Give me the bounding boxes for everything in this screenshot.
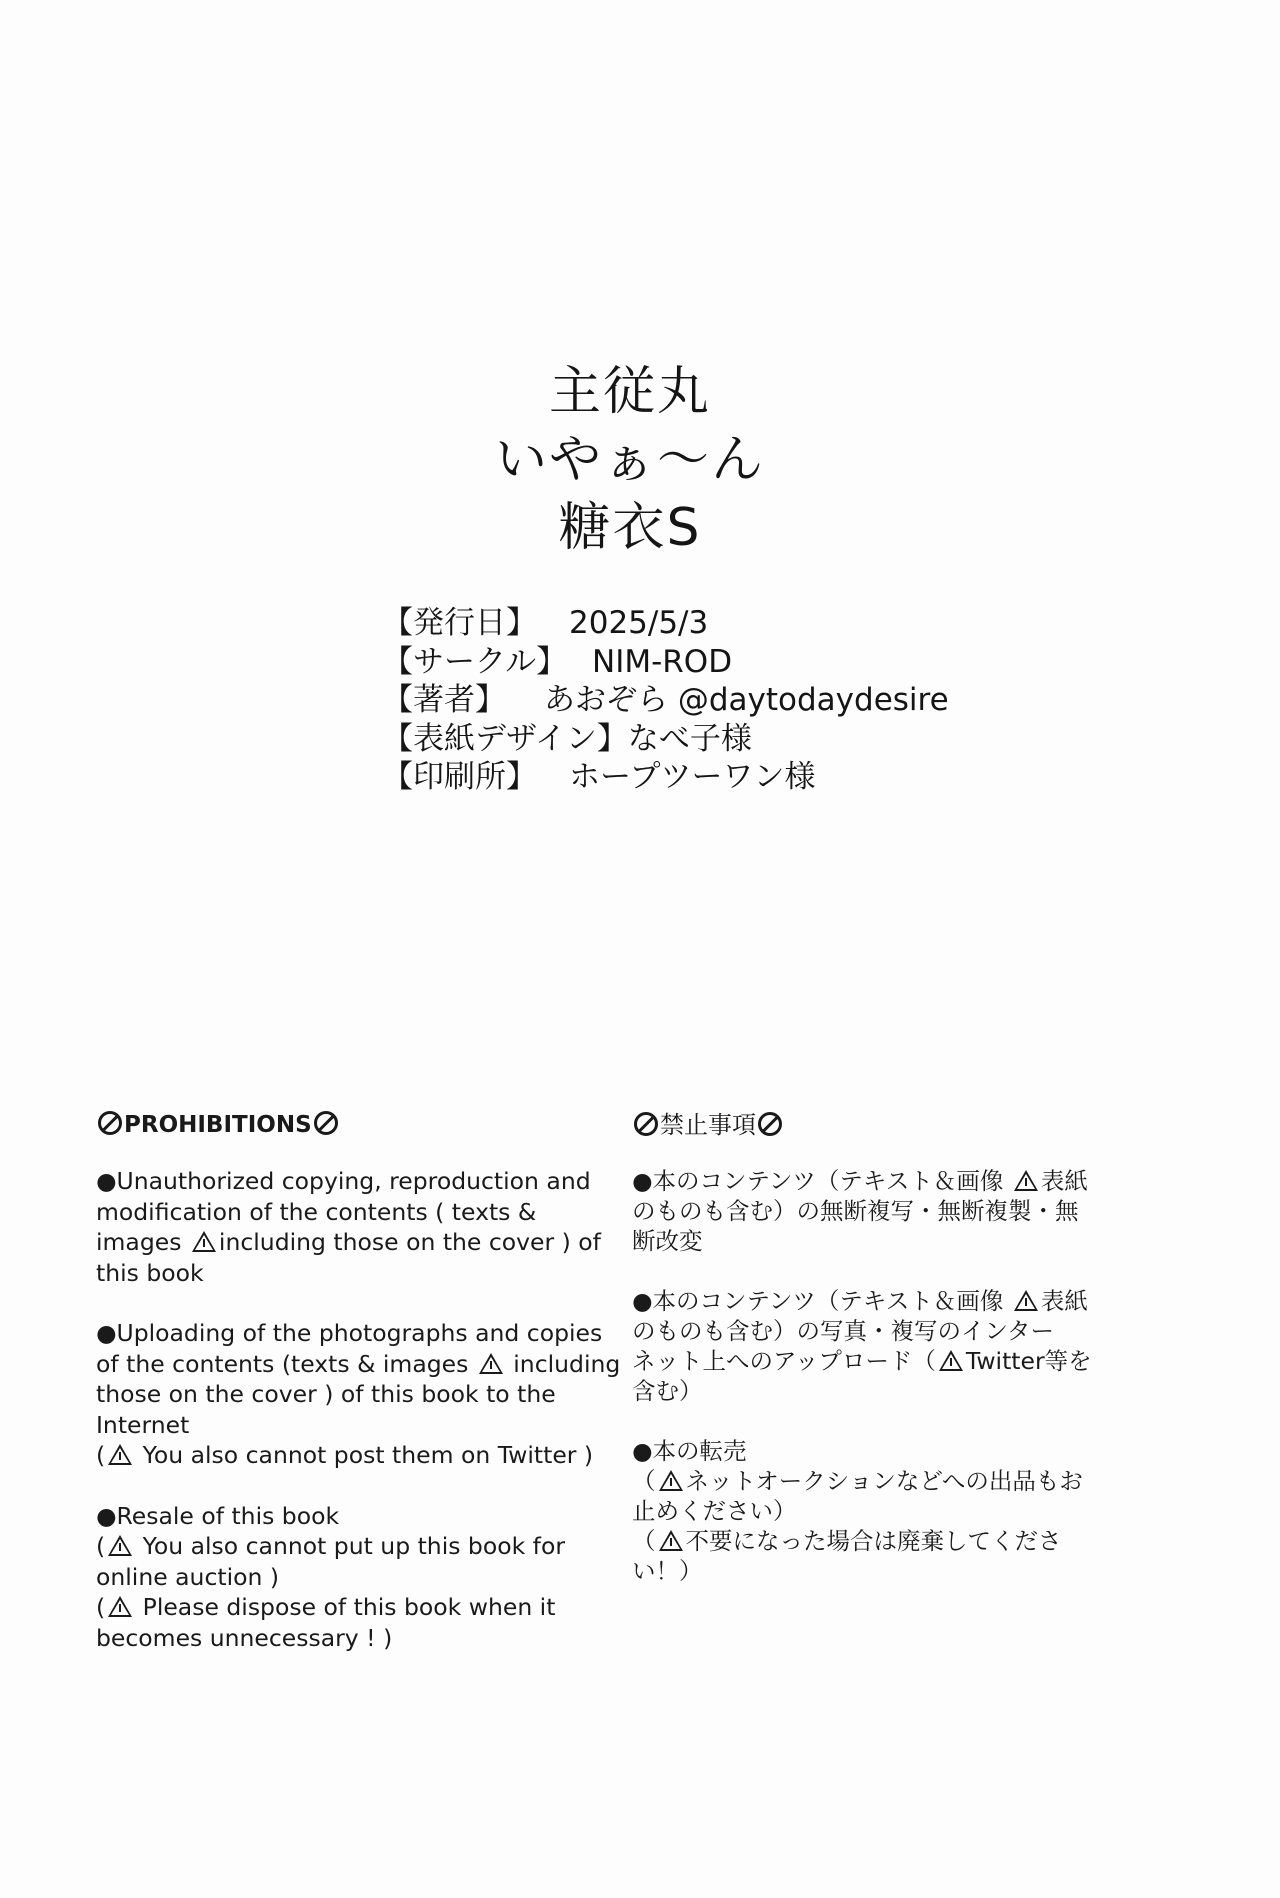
item-line: online auction ) bbox=[96, 1562, 280, 1591]
text-segment: 不要になった場合は廃棄してくださ bbox=[685, 1527, 1062, 1555]
warning-icon bbox=[1014, 1290, 1038, 1311]
item-line bbox=[632, 1466, 1132, 1496]
text-segment: ●本のコンテンツ（テキスト＆画像 bbox=[632, 1167, 1011, 1195]
prohibitions-heading-jp bbox=[632, 1110, 1132, 1140]
text-segment: images bbox=[96, 1228, 189, 1256]
no-entry-icon bbox=[314, 1111, 338, 1135]
title-block bbox=[0, 358, 1260, 562]
item-line: those on the cover ) of this book to the bbox=[96, 1380, 556, 1408]
item-line bbox=[96, 1349, 621, 1380]
prohibition-item bbox=[632, 1436, 1132, 1586]
author-label: 【著者】 bbox=[382, 682, 506, 718]
item-line: modification of the contents ( texts & bbox=[96, 1197, 537, 1226]
warning-icon bbox=[659, 1530, 683, 1551]
subtitle: いやぁ〜ん bbox=[494, 430, 765, 490]
publication-info bbox=[382, 604, 1002, 797]
issue-date-row bbox=[382, 604, 1002, 643]
text-segment: including bbox=[505, 1349, 621, 1378]
prohibition-item bbox=[96, 1501, 606, 1654]
item-line: becomes unnecessary ! ) bbox=[96, 1623, 393, 1652]
item-line bbox=[96, 1227, 606, 1258]
circle-row bbox=[382, 643, 1002, 682]
item-line: ●本の転売 bbox=[632, 1437, 747, 1465]
cover-design-value: なべ子様 bbox=[627, 720, 752, 757]
text-segment: ( bbox=[96, 1532, 106, 1560]
warning-icon bbox=[192, 1231, 216, 1252]
text-segment: You also cannot post them on Twitter ) bbox=[135, 1441, 594, 1469]
heading-text: PROHIBITIONS bbox=[124, 1112, 312, 1138]
item-line: 止めください） bbox=[632, 1497, 797, 1525]
author-row bbox=[382, 681, 1002, 720]
item-line: ●Uploading of the photographs and copies bbox=[96, 1319, 603, 1347]
text-segment: 表紙 bbox=[1040, 1167, 1088, 1195]
item-line: 含む） bbox=[632, 1377, 703, 1405]
text-segment: ネット上へのアップロード（ bbox=[632, 1347, 936, 1375]
item-line: い！） bbox=[632, 1557, 703, 1585]
circle-value: NIM-ROD bbox=[592, 643, 733, 680]
warning-icon bbox=[659, 1470, 683, 1491]
author-value: あおぞら @daytodaydesire bbox=[544, 682, 949, 718]
no-entry-icon bbox=[98, 1111, 122, 1135]
warning-icon bbox=[479, 1353, 503, 1374]
text-segment: （ bbox=[632, 1527, 656, 1555]
item-line bbox=[632, 1166, 1132, 1196]
no-entry-icon bbox=[634, 1112, 658, 1136]
prohibitions-heading bbox=[96, 1110, 606, 1140]
printer-label: 【印刷所】 bbox=[382, 759, 537, 795]
item-line bbox=[96, 1592, 606, 1623]
text-segment: 表紙 bbox=[1040, 1287, 1088, 1315]
item-line: のものも含む）の写真・複写のインター bbox=[632, 1317, 1055, 1345]
text-segment: ( bbox=[96, 1593, 106, 1621]
prohibition-item bbox=[96, 1166, 606, 1288]
item-line bbox=[632, 1286, 1132, 1316]
circle-name: 糖衣S bbox=[558, 498, 702, 558]
item-line: ●Unauthorized copying, reproduction and bbox=[96, 1167, 591, 1195]
warning-icon bbox=[108, 1444, 132, 1465]
item-line bbox=[632, 1526, 1132, 1556]
book-title: 主従丸 bbox=[548, 362, 711, 422]
prohibitions-english bbox=[96, 1110, 621, 1683]
prohibitions-japanese bbox=[632, 1110, 1132, 1616]
warning-icon bbox=[939, 1350, 963, 1371]
warning-icon bbox=[108, 1535, 132, 1556]
heading-text: 禁止事項 bbox=[660, 1111, 756, 1139]
item-line: 断改変 bbox=[632, 1227, 703, 1255]
item-line: のものも含む）の無断複写・無断複製・無 bbox=[632, 1197, 1079, 1225]
text-segment: ●本のコンテンツ（テキスト＆画像 bbox=[632, 1287, 1011, 1315]
item-line bbox=[96, 1531, 606, 1562]
text-segment: of the contents (texts & images bbox=[96, 1349, 476, 1378]
circle-label: 【サークル】 bbox=[382, 643, 568, 680]
prohibition-item bbox=[632, 1286, 1132, 1406]
text-segment: You also cannot put up this book for bbox=[135, 1532, 565, 1560]
cover-design-label: 【表紙デザイン】 bbox=[382, 720, 628, 757]
printer-value: ホープツーワン様 bbox=[569, 759, 816, 795]
item-line: ●Resale of this book bbox=[96, 1501, 340, 1530]
prohibition-item bbox=[632, 1166, 1132, 1256]
warning-icon bbox=[108, 1596, 132, 1617]
text-segment: including those on the cover ) of bbox=[218, 1228, 601, 1256]
text-segment: ( bbox=[96, 1441, 106, 1469]
item-line: Internet bbox=[96, 1410, 190, 1439]
item-line bbox=[632, 1346, 1132, 1376]
warning-icon bbox=[1014, 1170, 1038, 1191]
cover-design-row bbox=[382, 720, 1002, 759]
item-line: this book bbox=[96, 1258, 204, 1287]
text-segment: Twitter等を bbox=[965, 1347, 1092, 1375]
text-segment: ネットオークションなどへの出品もお bbox=[685, 1467, 1083, 1495]
text-segment: （ bbox=[632, 1467, 656, 1495]
no-entry-icon bbox=[758, 1112, 782, 1136]
prohibition-item bbox=[96, 1318, 621, 1471]
issue-date-value: 2025/5/3 bbox=[569, 605, 709, 641]
item-line bbox=[96, 1440, 606, 1471]
text-segment: Please dispose of this book when it bbox=[135, 1593, 556, 1621]
printer-row bbox=[382, 758, 1002, 797]
issue-date-label: 【発行日】 bbox=[382, 605, 537, 641]
